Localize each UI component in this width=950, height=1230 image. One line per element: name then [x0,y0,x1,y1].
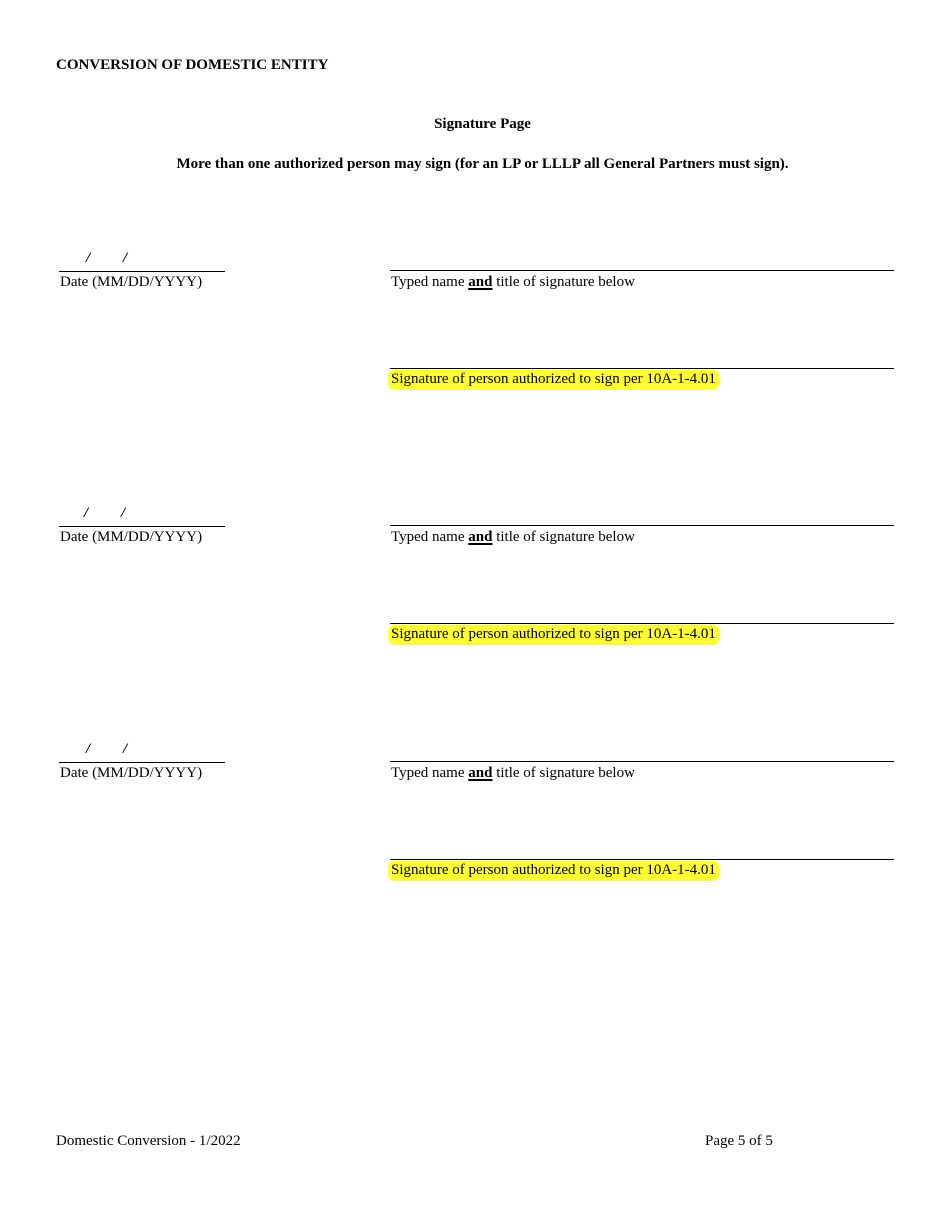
date-slash-2: / [123,741,128,757]
date-slash-1: / [86,741,91,757]
signature-line[interactable] [390,623,894,624]
date-slash-1: / [84,505,89,521]
typed-name-line[interactable] [390,761,894,762]
date-label: Date (MM/DD/YYYY) [60,529,203,545]
signature-block-1 [0,250,950,396]
date-slash-2: / [123,250,128,266]
signature-line[interactable] [390,859,894,860]
date-slash-2: / [121,505,126,521]
typed-name-label: Typed name and title of signature below [391,274,635,290]
document-title: CONVERSION OF DOMESTIC ENTITY [56,57,329,73]
signature-block-3 [0,741,950,887]
date-label: Date (MM/DD/YYYY) [60,765,203,781]
typed-name-label: Typed name and title of signature below [391,529,635,545]
typed-name-label: Typed name and title of signature below [391,765,635,781]
signature-line[interactable] [390,368,894,369]
typed-name-line[interactable] [390,525,894,526]
date-slash-1: / [86,250,91,266]
signature-label: Signature of person authorized to sign per 10A-1-4.01 [388,370,719,390]
signature-block-2 [0,505,950,651]
typed-name-line[interactable] [390,270,894,271]
date-label: Date (MM/DD/YYYY) [60,274,203,290]
date-field[interactable] [59,250,225,272]
date-field[interactable] [59,505,225,527]
footer-page-number: Page 5 of 5 [705,1133,773,1149]
and-emphasis: and [468,765,493,781]
signature-label: Signature of person authorized to sign per 10A-1-4.01 [388,861,719,881]
signature-page-note: More than one authorized person may sign (for an LP or LLLP all General Partners must sign). [176,156,789,172]
and-emphasis: and [468,274,493,290]
signature-label: Signature of person authorized to sign per 10A-1-4.01 [388,625,719,645]
signature-page-heading: Signature Page [434,116,531,132]
and-emphasis: and [468,529,493,545]
footer-form-version: Domestic Conversion - 1/2022 [56,1133,241,1149]
date-field[interactable] [59,741,225,763]
